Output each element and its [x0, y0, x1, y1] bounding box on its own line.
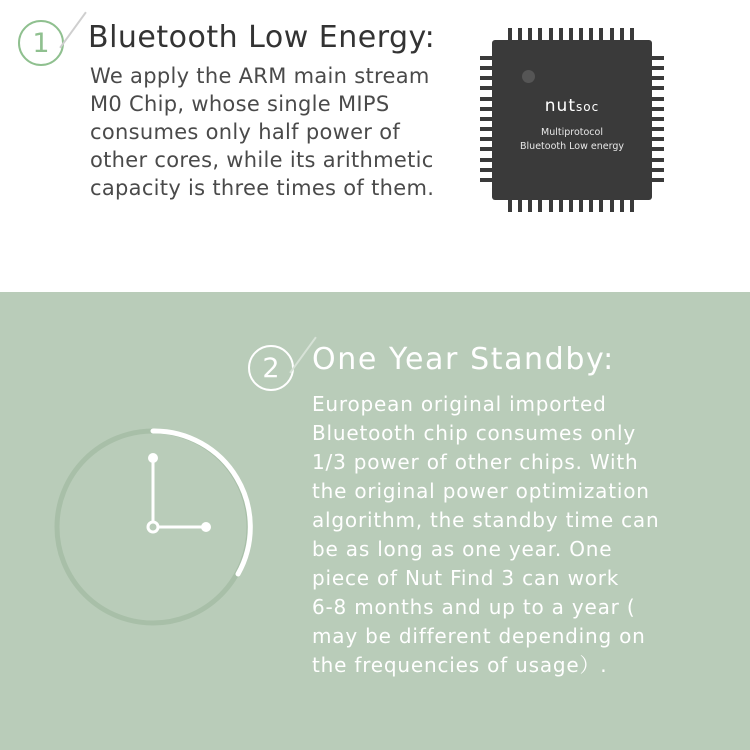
chip-body — [492, 40, 652, 200]
chip-pin — [538, 28, 542, 40]
chip-pin — [480, 56, 492, 60]
chip-pin — [620, 28, 624, 40]
chip-pin — [620, 200, 624, 212]
chip-pin — [652, 137, 664, 141]
chip-pin — [589, 200, 593, 212]
body-line: algorithm, the standby time can — [312, 508, 660, 532]
chip-pin — [652, 168, 664, 172]
section-two-number-badge: 2 — [248, 345, 294, 391]
chip-pin — [652, 117, 664, 121]
chip-pin — [549, 200, 553, 212]
body-line: Bluetooth chip consumes only — [312, 421, 637, 445]
chip-pin — [569, 200, 573, 212]
section-one-number-badge: 1 — [18, 20, 64, 66]
chip-pin — [480, 158, 492, 162]
chip-brand-name: nut — [544, 96, 576, 116]
chip-pin — [579, 200, 583, 212]
chip-illustration — [480, 28, 670, 213]
chip-pin — [518, 28, 522, 40]
chip-pin — [630, 28, 634, 40]
chip-pin — [579, 28, 583, 40]
chip-pin — [480, 117, 492, 121]
chip-pin — [599, 200, 603, 212]
section-one-slash-decoration — [59, 12, 86, 49]
chip-brand-label — [492, 96, 652, 116]
body-line: We apply the ARM main stream — [90, 64, 430, 88]
chip-pin — [630, 200, 634, 212]
chip-pin — [652, 86, 664, 90]
chip-sub-line: Bluetooth Low energy — [520, 141, 624, 152]
body-line: 1/3 power of other chips. With — [312, 450, 639, 474]
chip-brand-suffix: soc — [576, 100, 600, 114]
chip-pin — [480, 137, 492, 141]
body-line: 6-8 months and up to a year ( — [312, 595, 636, 619]
body-line: capacity is three times of them. — [90, 176, 435, 200]
chip-pin — [610, 28, 614, 40]
section-two-body — [312, 390, 732, 680]
chip-pin — [480, 178, 492, 182]
body-line: European original imported — [312, 392, 607, 416]
chip-pin — [538, 200, 542, 212]
chip-pin — [480, 66, 492, 70]
body-line: be as long as one year. One — [312, 537, 613, 561]
section-one-year-standby — [0, 292, 750, 750]
section-two-title: One Year Standby: — [312, 342, 615, 377]
body-line: M0 Chip, whose single MIPS — [90, 92, 390, 116]
chip-pin — [652, 158, 664, 162]
chip-sub-label — [492, 126, 652, 154]
chip-pin — [518, 200, 522, 212]
chip-pin — [480, 147, 492, 151]
section-bluetooth-low-energy — [0, 0, 750, 288]
chip-pin — [549, 28, 553, 40]
section-one-title: Bluetooth Low Energy: — [88, 20, 436, 55]
body-line: the frequencies of usage）. — [312, 653, 608, 677]
chip-sub-line: Multiprotocol — [541, 127, 603, 138]
chip-pin — [652, 97, 664, 101]
chip-pin — [508, 200, 512, 212]
chip-pin — [599, 28, 603, 40]
chip-pin — [528, 200, 532, 212]
chip-pin — [480, 76, 492, 80]
chip-pins-right — [652, 54, 664, 186]
body-line: the original power optimization — [312, 479, 650, 503]
chip-pin — [652, 147, 664, 151]
chip-pin — [589, 28, 593, 40]
chip-pin — [652, 76, 664, 80]
chip-pin — [559, 200, 563, 212]
chip-pin — [508, 28, 512, 40]
body-line: piece of Nut Find 3 can work — [312, 566, 620, 590]
chip-pin — [480, 168, 492, 172]
chip-pin — [480, 86, 492, 90]
chip-pin — [652, 56, 664, 60]
chip-pins-left — [480, 54, 492, 186]
chip-pin — [652, 66, 664, 70]
chip-pin — [528, 28, 532, 40]
chip-orientation-dot — [522, 70, 535, 83]
chip-pins-top — [506, 28, 638, 40]
chip-pin — [480, 127, 492, 131]
clock-icon — [48, 422, 258, 632]
body-line: other cores, while its arithmetic — [90, 148, 434, 172]
chip-pin — [610, 200, 614, 212]
chip-pins-bottom — [506, 200, 638, 212]
chip-pin — [559, 28, 563, 40]
section-one-body — [90, 62, 470, 202]
chip-pin — [652, 127, 664, 131]
chip-pin — [569, 28, 573, 40]
body-line: consumes only half power of — [90, 120, 401, 144]
chip-pin — [652, 107, 664, 111]
chip-pin — [480, 97, 492, 101]
chip-pin — [480, 107, 492, 111]
body-line: may be different depending on — [312, 624, 646, 648]
chip-pin — [652, 178, 664, 182]
